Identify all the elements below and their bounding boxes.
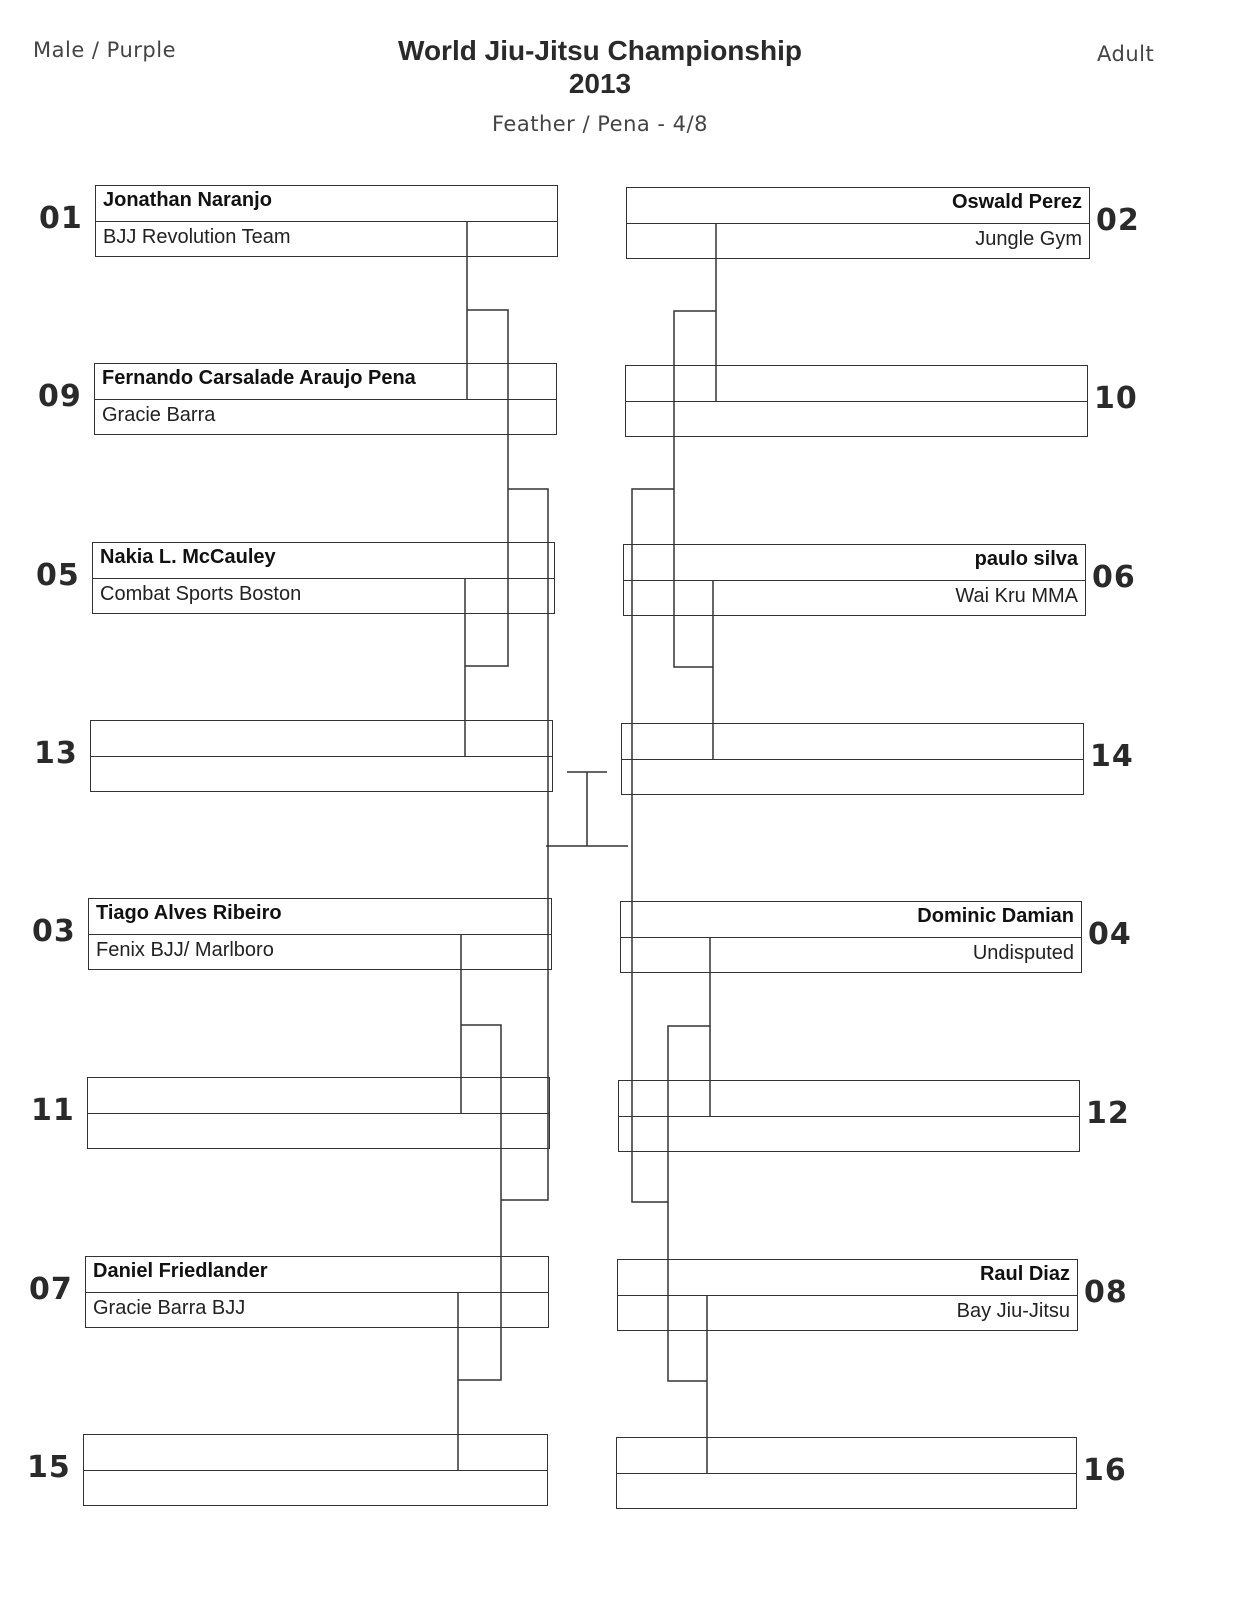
bracket-slot (625, 365, 1088, 437)
seed-number: 15 (27, 1450, 71, 1485)
competitor-name: Raul Diaz (979, 1263, 1070, 1285)
bracket-slot (92, 542, 555, 614)
title-line-1: World Jiu-Jitsu Championship (398, 35, 802, 66)
competitor-name: Tiago Alves Ribeiro (96, 902, 282, 924)
bracket-slot (85, 1256, 549, 1328)
bracket-slot (90, 720, 553, 792)
competitor-name: Dominic Damian (917, 905, 1074, 927)
title-line-2: 2013 (568, 68, 632, 99)
weight-class-label: Feather / Pena - 4/8 (492, 112, 708, 136)
competitor-name: Fernando Carsalade Araujo Pena (102, 367, 416, 389)
competitor-team: Jungle Gym (975, 228, 1082, 250)
competitor-team: Bay Jiu-Jitsu (956, 1300, 1070, 1322)
seed-number: 07 (29, 1272, 73, 1307)
competitor-name: Jonathan Naranjo (103, 189, 272, 211)
competitor-team: Fenix BJJ/ Marlboro (96, 939, 274, 961)
competitor-name: Oswald Perez (951, 191, 1082, 213)
bracket-slot (94, 363, 557, 435)
bracket-slot (88, 898, 552, 970)
bracket-slot (83, 1434, 548, 1506)
competitor-name: Daniel Friedlander (93, 1260, 268, 1282)
bracket-slot (623, 544, 1086, 616)
seed-number: 10 (1094, 381, 1138, 416)
seed-number: 05 (36, 558, 80, 593)
competitor-name: Nakia L. McCauley (100, 546, 276, 568)
competitor-team: BJJ Revolution Team (103, 226, 291, 248)
seed-number: 02 (1096, 203, 1140, 238)
bracket-slot (95, 185, 558, 257)
bracket-slot (626, 187, 1090, 259)
seed-number: 04 (1088, 917, 1132, 952)
seed-number: 09 (38, 379, 82, 414)
bracket-slot (618, 1080, 1080, 1152)
bracket-slot (87, 1077, 550, 1149)
seed-number: 11 (31, 1093, 75, 1128)
seed-number: 16 (1083, 1453, 1127, 1488)
bracket-slot (616, 1437, 1077, 1509)
competitor-name: paulo silva (974, 548, 1078, 570)
seed-number: 06 (1092, 560, 1136, 595)
seed-number: 08 (1084, 1275, 1128, 1310)
seed-number: 14 (1090, 739, 1134, 774)
age-category-label: Adult (1097, 42, 1155, 66)
bracket-slot (620, 901, 1082, 973)
seed-number: 13 (34, 736, 78, 771)
seed-number: 03 (32, 914, 76, 949)
competitor-team: Gracie Barra BJJ (93, 1297, 246, 1319)
bracket-slot (617, 1259, 1078, 1331)
competitor-team: Wai Kru MMA (955, 585, 1078, 607)
bracket-slot (621, 723, 1084, 795)
division-label: Male / Purple (33, 38, 176, 62)
seed-number: 12 (1086, 1096, 1130, 1131)
competitor-team: Undisputed (972, 942, 1074, 964)
seed-number: 01 (39, 201, 83, 236)
competitor-team: Gracie Barra (102, 404, 216, 426)
competitor-team: Combat Sports Boston (100, 583, 302, 605)
